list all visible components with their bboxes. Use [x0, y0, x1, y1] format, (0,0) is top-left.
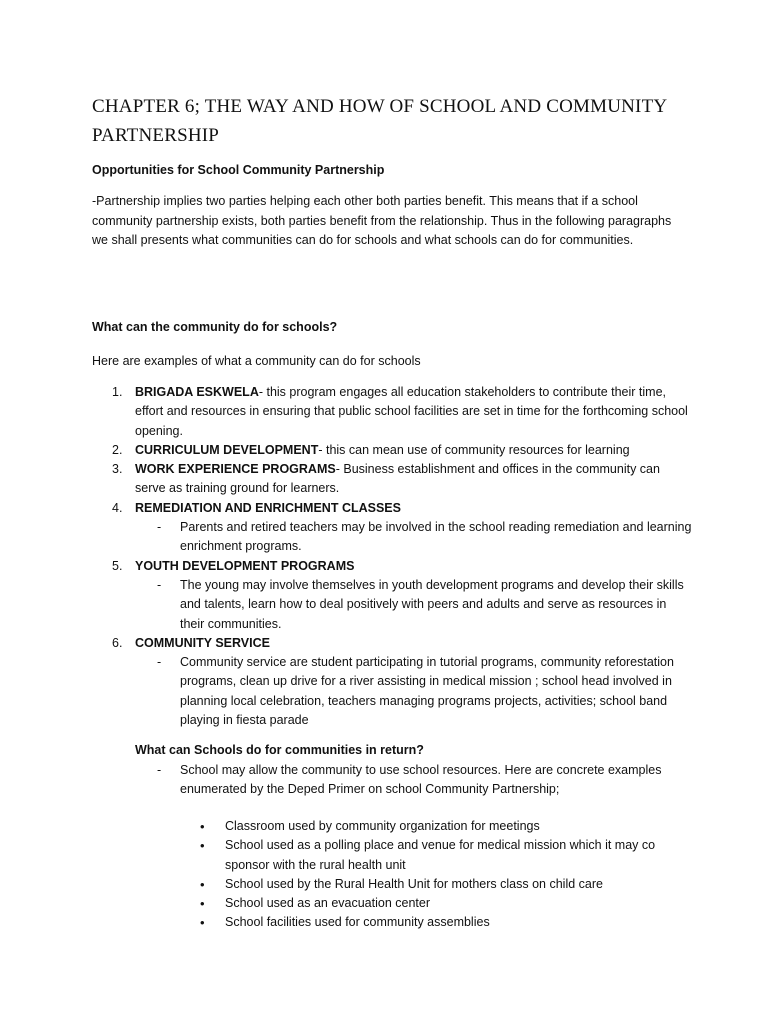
- list-number: 4.: [112, 500, 123, 515]
- dash-text: Parents and retired teachers may be involved in the school reading remediation and learning enrichment programs.: [180, 520, 692, 554]
- list-term: WORK EXPERIENCE PROGRAMS: [135, 462, 336, 477]
- bullet-icon: •: [200, 915, 205, 931]
- dash-text: The young may involve themselves in youth development programs and develop their skills and talents, learn how to deal positively with peers and adults and serve as resources in their communities.: [180, 577, 684, 631]
- chapter-title: CHAPTER 6; THE WAY AND HOW OF SCHOOL AND COMMUNITY PARTNERSHIP: [92, 96, 667, 146]
- list-term: REMEDIATION AND ENRICHMENT CLASSES: [135, 500, 401, 515]
- dash-subitem: [135, 576, 692, 634]
- section-subheading: Opportunities for School Community Partnership: [92, 163, 385, 177]
- dash-subitem: [135, 761, 695, 800]
- community-question-heading: What can the community do for schools?: [92, 320, 338, 334]
- dash-subitem: [135, 518, 692, 557]
- dash-mark: -: [157, 762, 162, 777]
- list-number: 1.: [112, 385, 123, 399]
- bullet-icon: •: [200, 876, 205, 892]
- school-resource-list: [200, 817, 690, 933]
- school-section: [135, 741, 695, 799]
- bullet-item: [200, 913, 690, 932]
- community-list: [92, 383, 692, 730]
- bullet-text: School facilities used for community assemblies: [225, 915, 490, 930]
- intro-paragraph: -Partnership implies two parties helping each other both parties benefit. This means that if a school community partnership exists, both parties benefit from the relationship. Thus in the following paragraphs we shall presents what communities can do for schools and what schools can do for communities.: [92, 194, 672, 247]
- bullet-text: Classroom used by community organization for meetings: [225, 819, 540, 833]
- list-number: 6.: [112, 635, 123, 650]
- bullet-text: School used by the Rural Health Unit for mothers class on child care: [225, 876, 603, 891]
- bullet-icon: •: [200, 896, 205, 912]
- bullet-text: School used as an evacuation center: [225, 896, 430, 911]
- dash-text: School may allow the community to use school resources. Here are concrete examples enumerated by the Deped Primer on school Community Partnership;: [180, 762, 662, 796]
- dash-subitem: [135, 653, 692, 730]
- list-item: [92, 557, 692, 634]
- list-item: [92, 383, 692, 441]
- list-number: 5.: [112, 558, 123, 573]
- bullet-icon: •: [200, 838, 205, 854]
- list-term: COMMUNITY SERVICE: [135, 635, 270, 650]
- list-item: [92, 441, 692, 460]
- school-question-heading: What can Schools do for communities in return?: [135, 743, 424, 757]
- list-term: YOUTH DEVELOPMENT PROGRAMS: [135, 558, 355, 573]
- list-term: BRIGADA ESKWELA: [135, 385, 259, 399]
- list-number: 2.: [112, 442, 123, 457]
- dash-text: Community service are student participating in tutorial programs, community reforestation programs, clean up drive for a river assisting in medical mission ; school head involved in planning local celebration, teachers managing programs projects, activities; school band playing in fiesta parade: [180, 655, 674, 728]
- list-term: CURRICULUM DEVELOPMENT: [135, 442, 319, 457]
- list-item: [92, 460, 692, 499]
- list-text: - this can mean use of community resources for learning: [318, 442, 630, 457]
- list-item: [92, 499, 692, 557]
- bullet-item: [200, 894, 690, 913]
- bullet-text: School used as a polling place and venue for medical mission which it may co sponsor with the rural health unit: [225, 838, 656, 872]
- list-item: [92, 634, 692, 730]
- bullet-item: [200, 817, 690, 836]
- list-text: - Business establishment and offices in the community can serve as training ground for learners.: [135, 462, 660, 496]
- bullet-item: [200, 875, 690, 894]
- dash-mark: -: [157, 577, 162, 592]
- community-examples-intro: Here are examples of what a community can do for schools: [92, 354, 421, 368]
- dash-mark: -: [157, 520, 162, 535]
- list-text: - this program engages all education stakeholders to contribute their time, effort and resources in ensuring that public school facilities are set in time for the forthcoming school opening.: [135, 385, 688, 438]
- list-number: 3.: [112, 462, 123, 477]
- bullet-icon: •: [200, 819, 205, 834]
- bullet-item: [200, 836, 690, 875]
- dash-mark: -: [157, 655, 162, 670]
